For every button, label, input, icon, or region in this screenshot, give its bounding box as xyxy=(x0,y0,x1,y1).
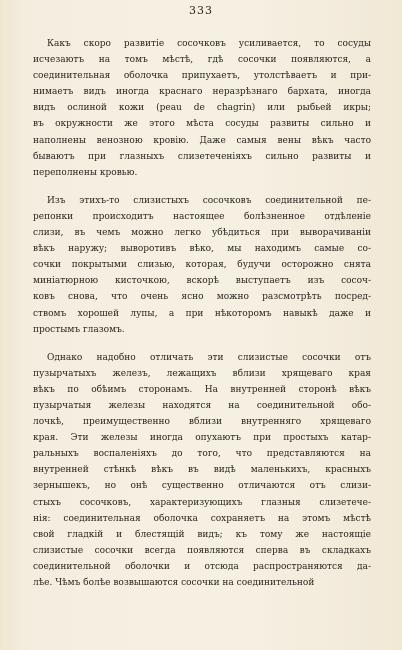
text-line: Однако надобно отличать эти слизистые сосочки отъ xyxy=(47,352,371,363)
text-line: соединительная оболочка припухаетъ, утолстѣваетъ и при- xyxy=(33,71,371,82)
paragraph-2 xyxy=(33,193,371,338)
text-line: ствомъ хорошей лупы, а при нѣкоторомъ навыкѣ даже и xyxy=(33,308,371,319)
text-line: лѣе. Чѣмъ болѣе возвышаются сосочки на соединительной xyxy=(33,578,315,588)
text-line: свой гладкій и блестящій видъ; къ тому же настоящіе xyxy=(33,529,371,540)
paragraph-3 xyxy=(33,350,371,591)
text-line: вѣкъ наружу; выворотивъ вѣко, мы находимъ самые со- xyxy=(33,244,371,255)
text-line: края. Эти железы иногда опухаютъ при простыхъ катар- xyxy=(33,433,371,444)
text-line: внутренней стѣнкѣ вѣкъ въ видѣ маленькихъ, красныхъ xyxy=(33,465,371,476)
text-line: лочкѣ, преимущественно вблизи внутренняго хрящеваго xyxy=(33,417,371,428)
body-text xyxy=(33,36,371,603)
text-line: вѣкъ по обѣимъ сторонамъ. На внутренней сторонѣ вѣкъ xyxy=(33,384,371,395)
text-line: видъ ослиной кожи (peau de chagrin) или рыбьей икры; xyxy=(33,103,371,114)
text-line: простымъ глазомъ. xyxy=(33,324,125,335)
page-number: 333 xyxy=(189,4,213,17)
text-line: нимаетъ видъ иногда краснаго неразрѣзнаго бархата, иногда xyxy=(33,87,371,98)
text-line: Изъ этихъ-то слизистыхъ сосочковъ соединительной пе- xyxy=(47,195,371,206)
text-line: переполнены кровью. xyxy=(33,167,138,178)
text-line: ральныхъ воспаленіяхъ до того, что представляются на xyxy=(33,449,371,460)
text-line: сочки покрытыми слизью, которая, будучи осторожно снята xyxy=(33,260,371,271)
text-line: нія: соединительная оболочка сохраняетъ на этомъ мѣстѣ xyxy=(33,513,371,524)
paragraph-1 xyxy=(33,36,371,181)
text-line: репонки происходитъ настоящее болѣзненное отдѣленіе xyxy=(33,211,371,222)
text-line: исчезаютъ на томъ мѣстѣ, гдѣ сосочки появляются, а xyxy=(33,55,371,66)
text-line: бываютъ при глазныхъ слизетеченіяхъ сильно развиты и xyxy=(33,151,371,162)
text-line: слизистые сосочки всегда появляются сперва въ складкахъ xyxy=(33,545,371,556)
text-line: Какъ скоро развитіе сосочковъ усиливается, то сосуды xyxy=(47,39,371,49)
text-line: ковъ снова, что очень ясно можно разсмотрѣть посред- xyxy=(33,292,371,303)
text-line: соединительной оболочки и отсюда распространяются да- xyxy=(33,561,371,572)
text-line: пузырчатыя железы находятся на соединительной обо- xyxy=(33,400,371,411)
text-line: слизи, въ чемъ можно легко убѣдиться при выворачиваніи xyxy=(33,228,371,239)
text-line: стыхъ сосочковъ, характеризующихъ глазныя слизетече- xyxy=(33,497,371,508)
text-line: зернышекъ, но онѣ существенно отличаются отъ слизи- xyxy=(33,481,371,492)
text-line: пузырчатыхъ железъ, лежащихъ вблизи хрящеваго края xyxy=(33,368,371,379)
text-line: наполнены венозною кровію. Даже самыя вены вѣкъ часто xyxy=(33,135,371,146)
text-line: въ окружности же этого мѣста сосуды развиты сильно и xyxy=(33,119,371,130)
text-line: миніатюрною кисточкою, вскорѣ выступаетъ изъ сосоч- xyxy=(33,276,371,287)
